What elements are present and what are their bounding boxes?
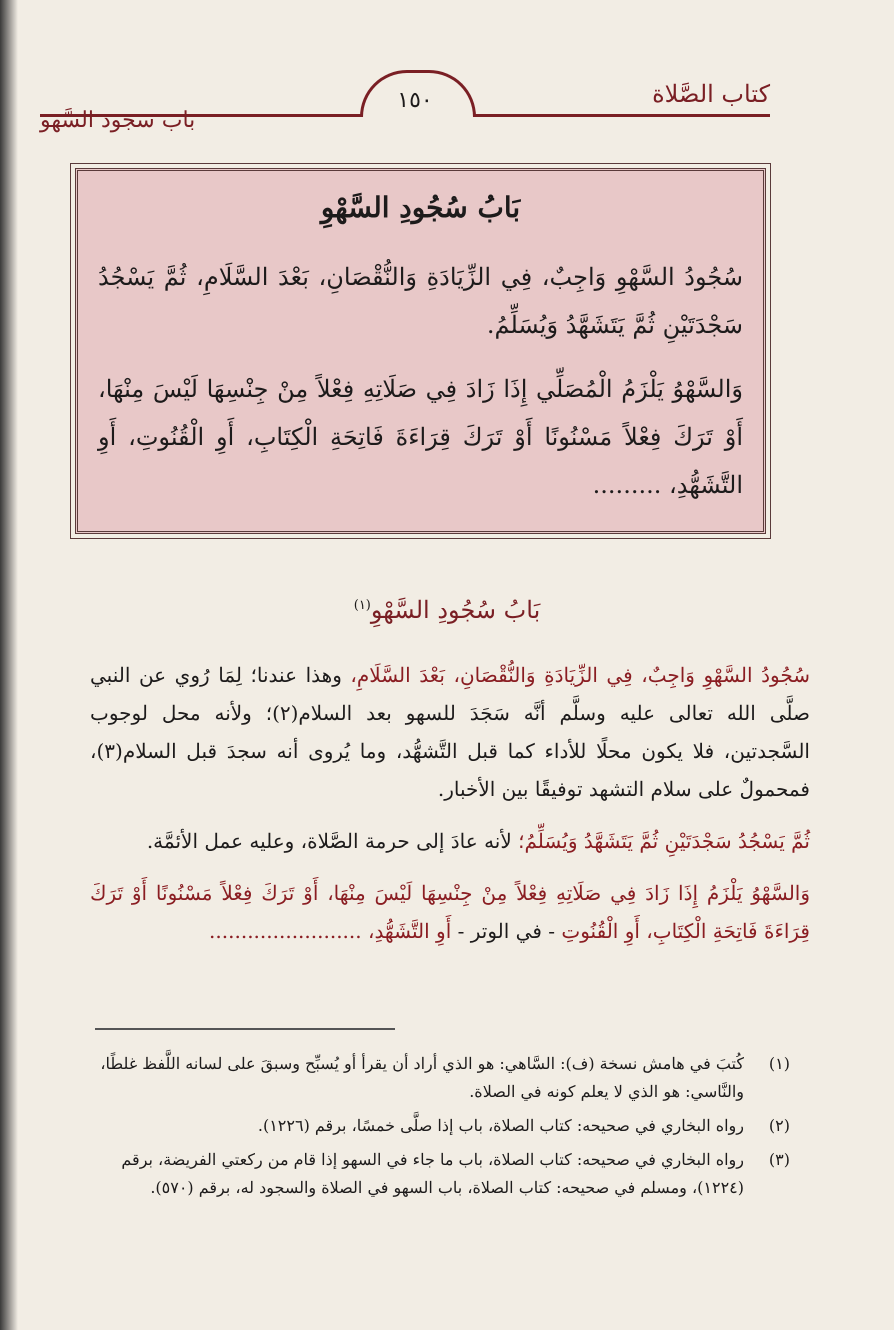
footnote-number: (٢) <box>768 1116 790 1135</box>
footnote <box>70 1050 790 1106</box>
footnote-ref: (١) <box>353 598 371 613</box>
matn-paragraph: وَالسَّهْوُ يَلْزَمُ الْمُصَلِّي إِذَا زَادَ فِي صَلَاتِهِ فِعْلاً مِنْ جِنْسِهَا لَيْسَ مِنْهَا، أَوْ تَرَكَ فِعْلاً مَسْنُونًا أَوْ تَرَكَ قِرَاءَةَ فَاتِحَةِ الْكِتَابِ، أَوِ الْقُنُوتِ، أَوِ التَّشَهُّدِ، ......... <box>98 375 744 499</box>
book-title: كتاب الصَّلاة <box>652 80 770 108</box>
quoted-matn: ثُمَّ يَسْجُدُ سَجْدَتَيْنِ ثُمَّ يَتَشَهَّدُ وَيُسَلِّمُ؛ <box>518 829 810 853</box>
page-header <box>40 70 770 140</box>
chapter-title: باب سجود السَّهو <box>40 108 196 133</box>
commentary-text: لأنه عادَ إلى حرمة الصَّلاة، وعليه عمل الأئمَّة. <box>146 829 519 853</box>
footnote-number: (١) <box>768 1054 790 1073</box>
footnote-text: رواه البخاري في صحيحه: كتاب الصلاة، باب إذا صلَّى خمسًا، برقم (١٢٢٦). <box>257 1116 744 1135</box>
matn-box <box>75 168 766 534</box>
commentary-paragraph <box>90 656 810 808</box>
quoted-matn: أَوِ التَّشَهُّدِ، ........................ <box>209 919 452 943</box>
commentary-text: وهذا عندنا؛ لِمَا رُوي عن النبي صلَّى الله تعالى عليه وسلَّم أنَّه سَجَدَ للسهو بعد السلام(٢)؛ ولأنه محل لوجوب السَّجدتين، فلا يكون محلًا للأداء كما قبل التَّشهُّد، وما يُروى أنه سجدَ قبل السلام(٣)، فمحمولٌ على سلام التشهد توفيقًا بين الأخبار. <box>90 663 810 801</box>
commentary-paragraph <box>90 822 810 860</box>
matn-title: بَابُ سُجُودِ السَّهْوِ <box>320 191 521 224</box>
commentary <box>90 656 810 964</box>
quoted-matn: وَالسَّهْوُ يَلْزَمُ إِذَا زَادَ فِي صَلَاتِهِ فِعْلاً مِنْ جِنْسِهَا لَيْسَ مِنْهَا، أَوْ تَرَكَ فِعْلاً مَسْنُونًا أَوْ تَرَكَ قِرَاءَةَ فَاتِحَةِ الْكِتَابِ، أَوِ الْقُنُوتِ <box>90 881 810 943</box>
footnote-number: (٣) <box>768 1150 790 1169</box>
page-shadow <box>0 0 18 1330</box>
footnote-text: رواه البخاري في صحيحه: كتاب الصلاة، باب ما جاء في السهو إذا قام من ركعتي الفريضة، برقم (١٢٢٤)، ومسلم في صحيحه: كتاب الصلاة، باب السهو في الصلاة والسجود له، برقم (٥٧٠). <box>121 1150 744 1197</box>
footnote <box>70 1112 790 1140</box>
commentary-text: - في الوتر - <box>451 919 562 943</box>
page-number: ١٥٠ <box>397 88 433 113</box>
matn-text <box>98 253 743 525</box>
commentary-paragraph <box>90 874 810 950</box>
footnote-divider <box>95 1028 395 1030</box>
footnote <box>70 1146 790 1202</box>
footnote-text: كُتبَ في هامش نسخة (ف): السَّاهي: هو الذي أراد أن يقرأ أو يُسبِّح وسبقَ على لسانه اللَّفظ غلطًا، والنَّاسي: هو الذي لا يعلم كونه في الصلاة. <box>100 1054 744 1101</box>
section-title-text: بَابُ سُجُودِ السَّهْوِ <box>370 596 541 624</box>
footnotes <box>70 1050 790 1208</box>
section-title <box>0 596 894 624</box>
quoted-matn: سُجُودُ السَّهْوِ وَاجِبٌ، فِي الزِّيَادَةِ وَالنُّقْصَانِ، بَعْدَ السَّلَامِ، <box>350 663 810 687</box>
matn-paragraph: سُجُودُ السَّهْوِ وَاجِبٌ، فِي الزِّيَادَةِ وَالنُّقْصَانِ، بَعْدَ السَّلَامِ، ثُمَّ يَسْجُدُ سَجْدَتَيْنِ ثُمَّ يَتَشَهَّدُ وَيُسَلِّمُ. <box>98 263 743 339</box>
